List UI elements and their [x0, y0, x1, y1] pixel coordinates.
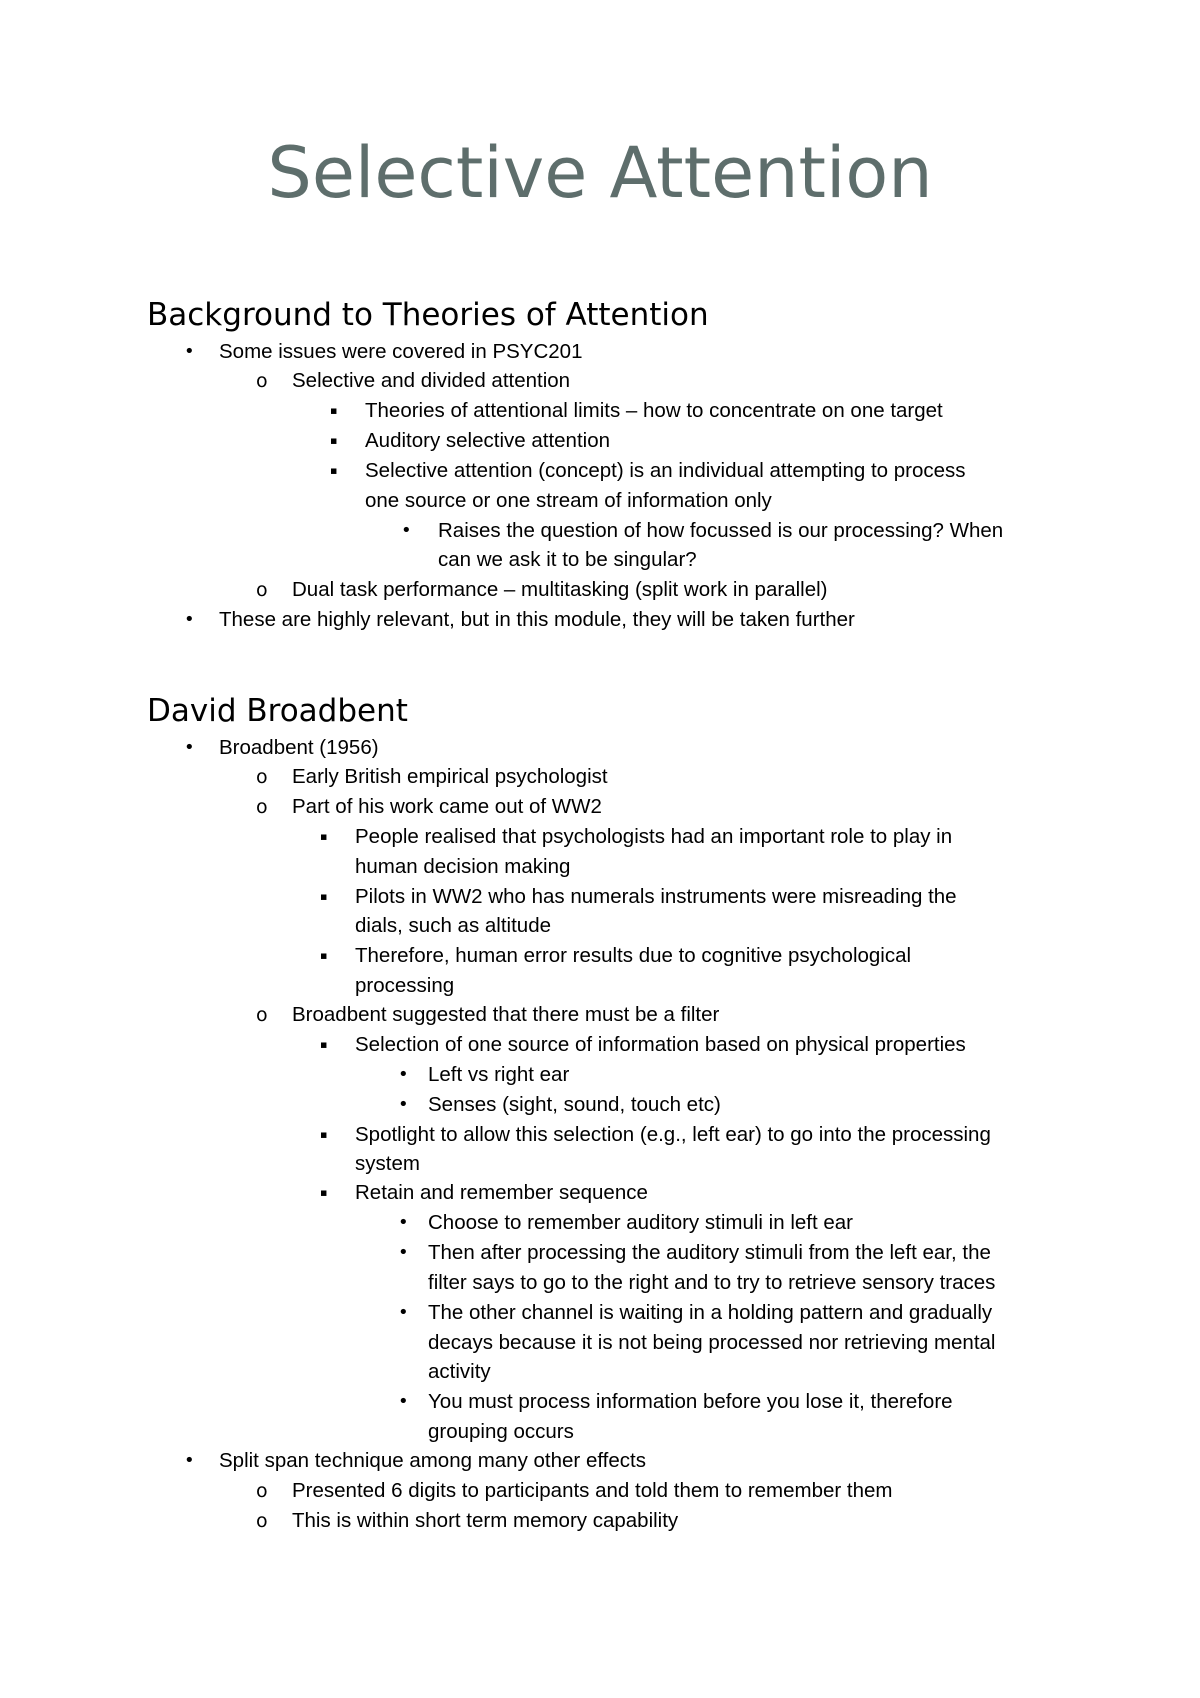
bullet-marker: ▪ [320, 1186, 328, 1199]
list-item: Choose to remember auditory stimuli in left ear [428, 1211, 853, 1234]
bullet-marker: ▪ [320, 1128, 328, 1141]
list-item: Therefore, human error results due to cognitive psychological [355, 944, 912, 967]
bullet-marker: • [398, 1094, 409, 1115]
list-item: Broadbent (1956) [219, 736, 379, 759]
list-item: Some issues were covered in PSYC201 [219, 340, 583, 363]
list-item: This is within short term memory capability [292, 1509, 679, 1532]
list-item: Senses (sight, sound, touch etc) [428, 1093, 721, 1116]
list-item: These are highly relevant, but in this module, they will be taken further [219, 608, 855, 631]
bullet-marker: o [256, 766, 268, 788]
list-item-continuation: decays because it is not being processed nor retrieving mental [428, 1331, 996, 1354]
bullet-marker: o [256, 796, 268, 818]
list-item: Selection of one source of information based on physical properties [355, 1033, 966, 1056]
bullet-marker: • [398, 1302, 409, 1323]
list-item: Spotlight to allow this selection (e.g., left ear) to go into the processing [355, 1123, 991, 1146]
list-item: Then after processing the auditory stimuli from the left ear, the [428, 1241, 991, 1264]
bullet-marker: • [184, 737, 195, 758]
list-item: Pilots in WW2 who has numerals instruments were misreading the [355, 885, 957, 908]
list-item-continuation: human decision making [355, 855, 571, 878]
bullet-marker: • [398, 1242, 409, 1263]
list-item-continuation: can we ask it to be singular? [438, 548, 697, 571]
list-item: Early British empirical psychologist [292, 765, 608, 788]
bullet-marker: ▪ [330, 464, 338, 477]
list-item: Broadbent suggested that there must be a filter [292, 1003, 720, 1026]
section-heading: Background to Theories of Attention [147, 297, 709, 333]
list-item: Left vs right ear [428, 1063, 570, 1086]
bullet-marker: • [398, 1064, 409, 1085]
bullet-marker: ▪ [320, 949, 328, 962]
list-item-continuation: grouping occurs [428, 1420, 574, 1443]
list-item: Split span technique among many other effects [219, 1449, 646, 1472]
list-item-continuation: filter says to go to the right and to try to retrieve sensory traces [428, 1271, 996, 1294]
list-item: Theories of attentional limits – how to concentrate on one target [365, 399, 943, 422]
list-item: Auditory selective attention [365, 429, 610, 452]
list-item-continuation: activity [428, 1360, 491, 1383]
list-item: The other channel is waiting in a holding pattern and gradually [428, 1301, 993, 1324]
bullet-marker: • [184, 341, 195, 362]
list-item: Part of his work came out of WW2 [292, 795, 602, 818]
bullet-marker: • [184, 1450, 195, 1471]
bullet-marker: o [256, 1480, 268, 1502]
bullet-marker: o [256, 370, 268, 392]
list-item: Dual task performance – multitasking (split work in parallel) [292, 578, 828, 601]
bullet-marker: ▪ [320, 890, 328, 903]
list-item-continuation: system [355, 1152, 420, 1175]
bullet-marker: o [256, 1510, 268, 1532]
section-heading: David Broadbent [147, 693, 408, 729]
bullet-marker: • [401, 520, 412, 541]
bullet-marker: o [256, 1004, 268, 1026]
bullet-marker: o [256, 579, 268, 601]
bullet-marker: ▪ [330, 404, 338, 417]
bullet-marker: ▪ [320, 830, 328, 843]
list-item-continuation: dials, such as altitude [355, 914, 552, 937]
list-item: Raises the question of how focussed is our processing? When [438, 519, 1004, 542]
list-item: Retain and remember sequence [355, 1181, 648, 1204]
bullet-marker: • [398, 1391, 409, 1412]
list-item: Selective attention (concept) is an individual attempting to process [365, 459, 966, 482]
bullet-marker: ▪ [320, 1038, 328, 1051]
bullet-marker: • [184, 609, 195, 630]
list-item-continuation: processing [355, 974, 455, 997]
list-item: You must process information before you lose it, therefore [428, 1390, 953, 1413]
list-item: Selective and divided attention [292, 369, 571, 392]
bullet-marker: • [398, 1212, 409, 1233]
list-item: People realised that psychologists had an important role to play in [355, 825, 953, 848]
list-item: Presented 6 digits to participants and told them to remember them [292, 1479, 893, 1502]
page-title: Selective Attention [267, 132, 933, 214]
list-item-continuation: one source or one stream of information only [365, 489, 772, 512]
bullet-marker: ▪ [330, 434, 338, 447]
